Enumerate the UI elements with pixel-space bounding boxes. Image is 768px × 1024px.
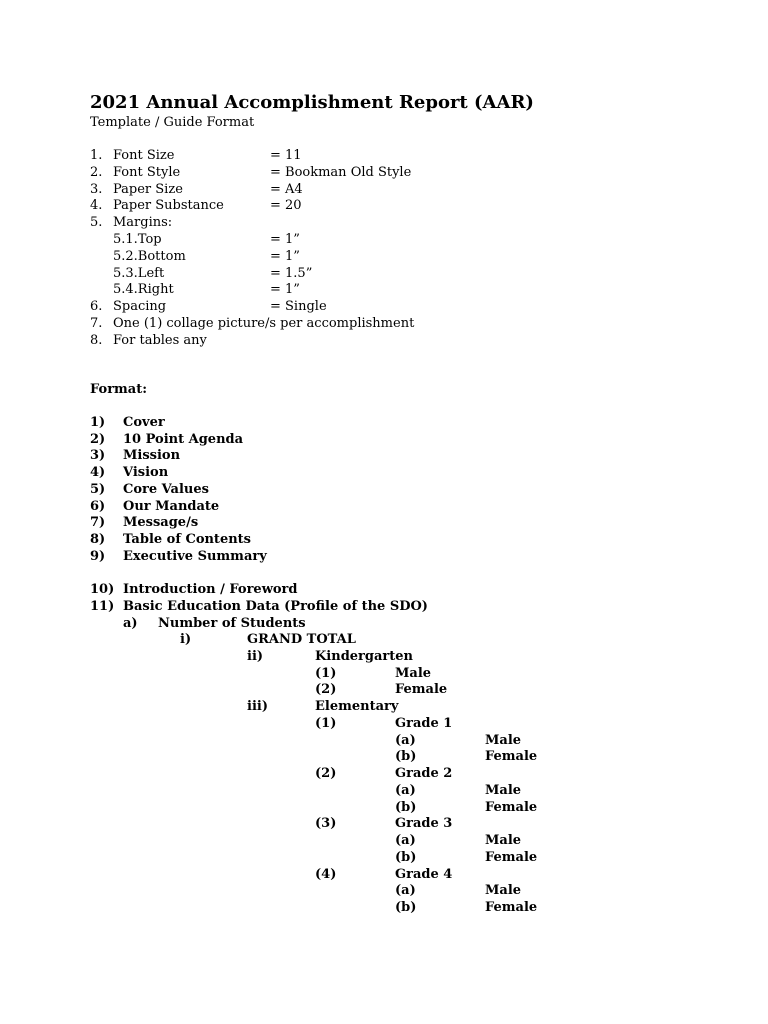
- item-label: Message/s: [123, 515, 199, 531]
- item-label: Female: [485, 849, 538, 865]
- item-label: Elementary: [315, 699, 399, 714]
- list-item: [0, 332, 768, 349]
- item-number: (b): [395, 799, 417, 815]
- item-number: (a): [395, 732, 416, 748]
- item-label: Introduction / Foreword: [123, 582, 298, 597]
- list-item: [0, 281, 768, 298]
- item-number: (b): [395, 849, 417, 865]
- list-item: [0, 265, 768, 282]
- list-item: [0, 498, 768, 515]
- item-value: = 20: [270, 198, 302, 214]
- item-label: Grade 3: [395, 816, 453, 832]
- item-number: 3.: [90, 181, 103, 197]
- list-item: [0, 197, 768, 214]
- item-label: Cover: [123, 415, 165, 430]
- format-heading: Format:: [90, 382, 148, 397]
- list-item: [0, 481, 768, 498]
- list-item: [0, 514, 768, 531]
- item-value: = 1.5”: [270, 265, 313, 281]
- item-value: = 11: [270, 148, 302, 163]
- item-label: GRAND TOTAL: [247, 632, 356, 647]
- item-value: = Single: [270, 299, 327, 315]
- list-item: [0, 799, 768, 816]
- item-label: Vision: [123, 465, 169, 481]
- list-item: [0, 531, 768, 548]
- item-value: = 1”: [270, 282, 300, 298]
- list-item: [0, 715, 768, 732]
- list-item: [0, 431, 768, 448]
- item-label: 5.2.Bottom: [113, 248, 186, 264]
- list-item: [0, 698, 768, 715]
- item-label: Grade 1: [395, 715, 453, 731]
- list-item: [0, 598, 768, 615]
- list-item: [0, 231, 768, 248]
- item-label: 10 Point Agenda: [123, 431, 244, 447]
- item-number: 9): [90, 548, 106, 564]
- list-item: [0, 882, 768, 899]
- item-number: (2): [315, 682, 337, 698]
- item-label: Spacing: [113, 299, 167, 315]
- item-number: (2): [315, 766, 337, 781]
- item-label: Male: [485, 833, 522, 848]
- item-label: For tables any: [113, 332, 207, 348]
- item-number: (b): [395, 900, 417, 915]
- item-number: 7): [90, 515, 106, 531]
- list-item: [0, 849, 768, 866]
- item-number: 8.: [90, 332, 103, 348]
- item-number: 1.: [90, 148, 103, 163]
- item-number: 1): [90, 415, 106, 430]
- item-number: (a): [395, 883, 416, 899]
- list-item: [0, 447, 768, 464]
- item-number: (b): [395, 749, 417, 765]
- item-value: = A4: [270, 181, 303, 197]
- item-label: Female: [485, 900, 538, 915]
- item-number: 5): [90, 481, 106, 497]
- item-label: Female: [485, 799, 538, 815]
- item-label: Table of Contents: [123, 531, 251, 547]
- list-item: [0, 866, 768, 883]
- item-label: Female: [395, 682, 448, 698]
- item-label: Font Style: [113, 164, 181, 180]
- item-number: (a): [395, 782, 416, 798]
- item-label: Executive Summary: [123, 548, 267, 564]
- item-label: One (1) collage picture/s per accomplishment: [113, 316, 415, 331]
- document-subtitle: Template / Guide Format: [90, 115, 255, 130]
- item-value: = 1”: [270, 248, 300, 264]
- list-item: [0, 248, 768, 265]
- item-label: Font Size: [113, 148, 175, 163]
- list-item: [0, 581, 768, 598]
- item-label: Male: [485, 782, 522, 798]
- item-label: Margins:: [113, 215, 173, 231]
- item-number: 10): [90, 582, 115, 597]
- item-number: (1): [315, 665, 337, 681]
- item-number: 3): [90, 448, 106, 464]
- item-number: 8): [90, 531, 106, 547]
- list-item: [0, 464, 768, 481]
- list-item: [0, 298, 768, 315]
- list-item: [0, 548, 768, 565]
- list-item: [0, 181, 768, 198]
- item-label: Grade 4: [395, 866, 453, 882]
- item-number: 2): [90, 431, 106, 447]
- item-number: (4): [315, 866, 337, 882]
- list-item: [0, 631, 768, 648]
- list-item: [0, 164, 768, 181]
- item-label: Our Mandate: [123, 498, 220, 514]
- item-number: i): [180, 632, 192, 647]
- item-number: 6): [90, 498, 106, 514]
- item-label: 5.4.Right: [113, 282, 174, 298]
- item-number: a): [123, 616, 138, 631]
- item-number: 4.: [90, 198, 103, 214]
- item-number: 2.: [90, 164, 103, 180]
- item-number: 4): [90, 465, 106, 481]
- item-number: 11): [90, 598, 115, 614]
- item-number: (3): [315, 816, 337, 832]
- list-item: [0, 681, 768, 698]
- item-label: Kindergarten: [315, 648, 413, 664]
- list-item: [0, 665, 768, 682]
- list-item: [0, 782, 768, 799]
- list-item: [0, 615, 768, 632]
- item-number: (1): [315, 715, 337, 731]
- item-label: 5.1.Top: [113, 232, 162, 247]
- list-item: [0, 414, 768, 431]
- item-value: = Bookman Old Style: [270, 164, 412, 180]
- list-item: [0, 832, 768, 849]
- item-label: Male: [485, 883, 522, 899]
- item-label: Female: [485, 749, 538, 765]
- item-number: 7.: [90, 316, 103, 331]
- item-label: Paper Size: [113, 181, 183, 197]
- item-label: Grade 2: [395, 766, 453, 781]
- list-item: [0, 648, 768, 665]
- item-number: ii): [247, 648, 264, 664]
- item-number: (a): [395, 833, 416, 848]
- item-label: Basic Education Data (Profile of the SDO): [123, 598, 428, 614]
- item-number: 5.: [90, 215, 103, 231]
- item-value: = 1”: [270, 232, 300, 247]
- document-title: 2021 Annual Accomplishment Report (AAR): [90, 92, 534, 113]
- item-label: Core Values: [123, 481, 209, 497]
- list-item: [0, 315, 768, 332]
- list-item: [0, 214, 768, 231]
- list-item: [0, 765, 768, 782]
- item-label: Mission: [123, 448, 181, 464]
- list-item: [0, 815, 768, 832]
- list-item: [0, 732, 768, 749]
- item-label: Male: [485, 732, 522, 748]
- item-number: 6.: [90, 299, 103, 315]
- list-item: [0, 748, 768, 765]
- item-number: iii): [247, 699, 268, 714]
- list-item: [0, 899, 768, 916]
- item-label: Male: [395, 665, 432, 681]
- list-item: [0, 147, 768, 164]
- item-label: Number of Students: [158, 616, 306, 631]
- item-label: 5.3.Left: [113, 265, 165, 281]
- item-label: Paper Substance: [113, 198, 224, 214]
